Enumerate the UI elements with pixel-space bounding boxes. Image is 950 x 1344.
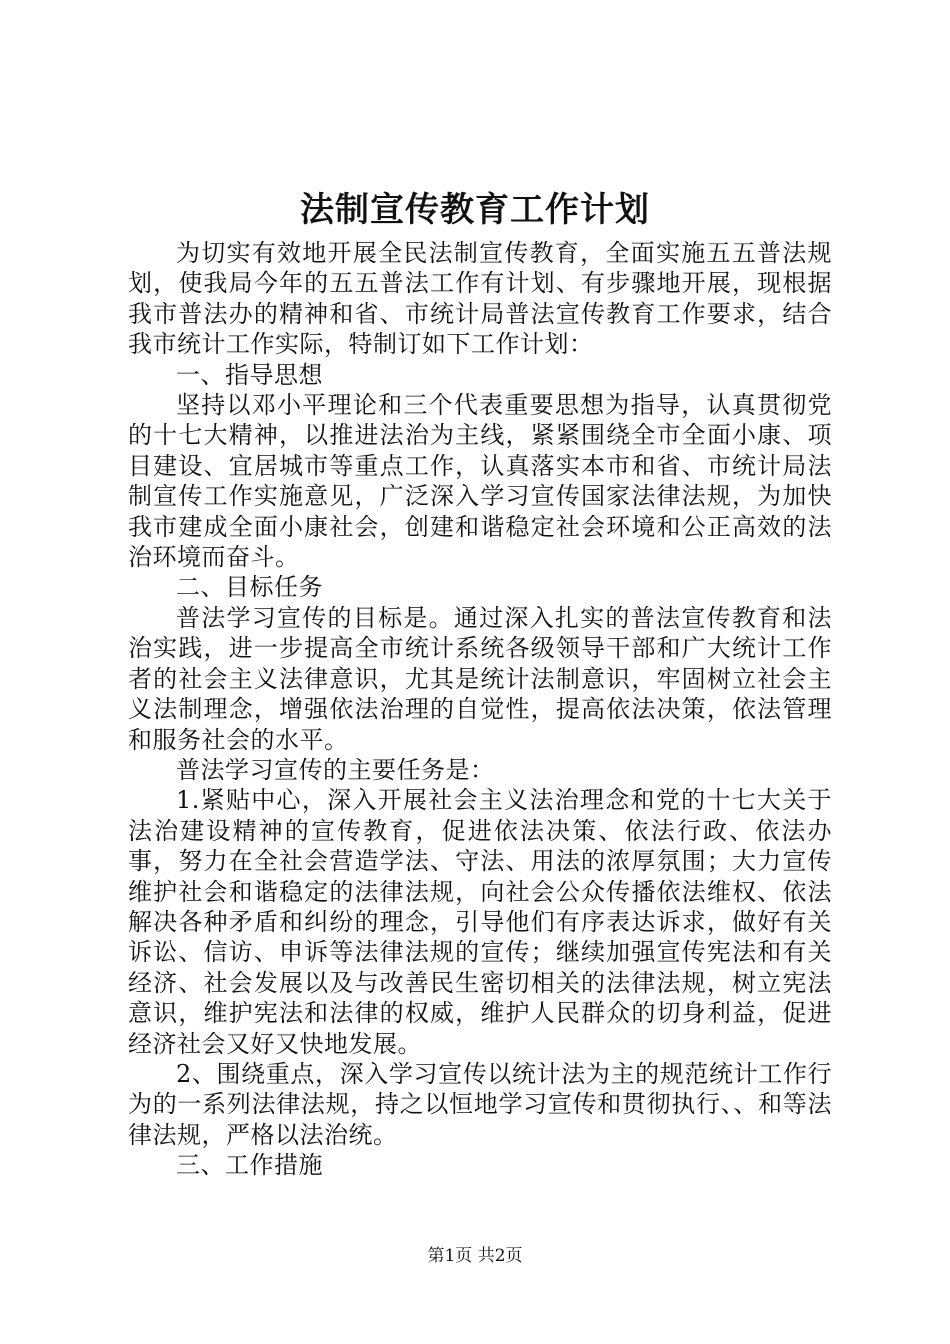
section-heading-guiding-ideology: 一、指导思想: [176, 360, 323, 389]
section-heading-work-measures: 三、工作措施: [176, 1151, 323, 1180]
task-item-1: 1.紧贴中心，深入开展社会主义法治理念和党的十七大关于法治建设精神的宣传教育，促进依法决策、依法行政、依法办事，努力在全社会营造学法、守法、用法的浓厚氛围；大力宣传维护社会和谐稳定的法律法规，向社会公众传播依法维权、依法解决各种矛盾和纠纷的理念，引导他们有序表达诉求，做好有关诉讼、信访、申诉等法律法规的宣传；继续加强宣传宪法和有关经济、社会发展以及与改善民生密切相关的法律法规，树立宪法意识，维护宪法和法律的权威，维护人民群众的切身利益，促进经济社会又好又快地发展。: [128, 786, 832, 1058]
document-title: 法制宣传教育工作计划: [300, 190, 650, 230]
main-tasks-intro: 普法学习宣传的主要任务是：: [176, 755, 495, 784]
goals-paragraph: 普法学习宣传的目标是。通过深入扎实的普法宣传教育和法治实践，进一步提高全市统计系统各级领导干部和广大统计工作者的社会主义法律意识，尤其是统计法制意识，牢固树立社会主义法制理念，增强依法治理的自觉性，提高依法决策，依法管理和服务社会的水平。: [128, 603, 832, 754]
page-number-footer: 第1页 共2页: [427, 1246, 523, 1266]
task-item-2: 2、围绕重点，深入学习宣传以统计法为主的规范统计工作行为的一系列法律法规，持之以恒地学习宣传和贯彻执行、、和等法律法规，严格以法治统。: [128, 1059, 832, 1149]
intro-paragraph: 为切实有效地开展全民法制宣传教育，全面实施五五普法规划，使我局今年的五五普法工作有计划、有步骤地开展，现根据我市普法办的精神和省、市统计局普法宣传教育工作要求，结合我市统计工作实际，特制订如下工作计划：: [128, 239, 832, 359]
section-heading-goals-tasks: 二、目标任务: [176, 573, 323, 602]
guiding-ideology-paragraph: 坚持以邓小平理论和三个代表重要思想为指导，认真贯彻党的十七大精神，以推进法治为主线，紧紧围绕全市全面小康、项目建设、宜居城市等重点工作，认真落实本市和省、市统计局法制宣传工作实施意见，广泛深入学习宣传国家法律法规，为加快我市建成全面小康社会，创建和谐稳定社会环境和公正高效的法治环境而奋斗。: [128, 391, 832, 572]
document-body: [128, 238, 832, 1181]
